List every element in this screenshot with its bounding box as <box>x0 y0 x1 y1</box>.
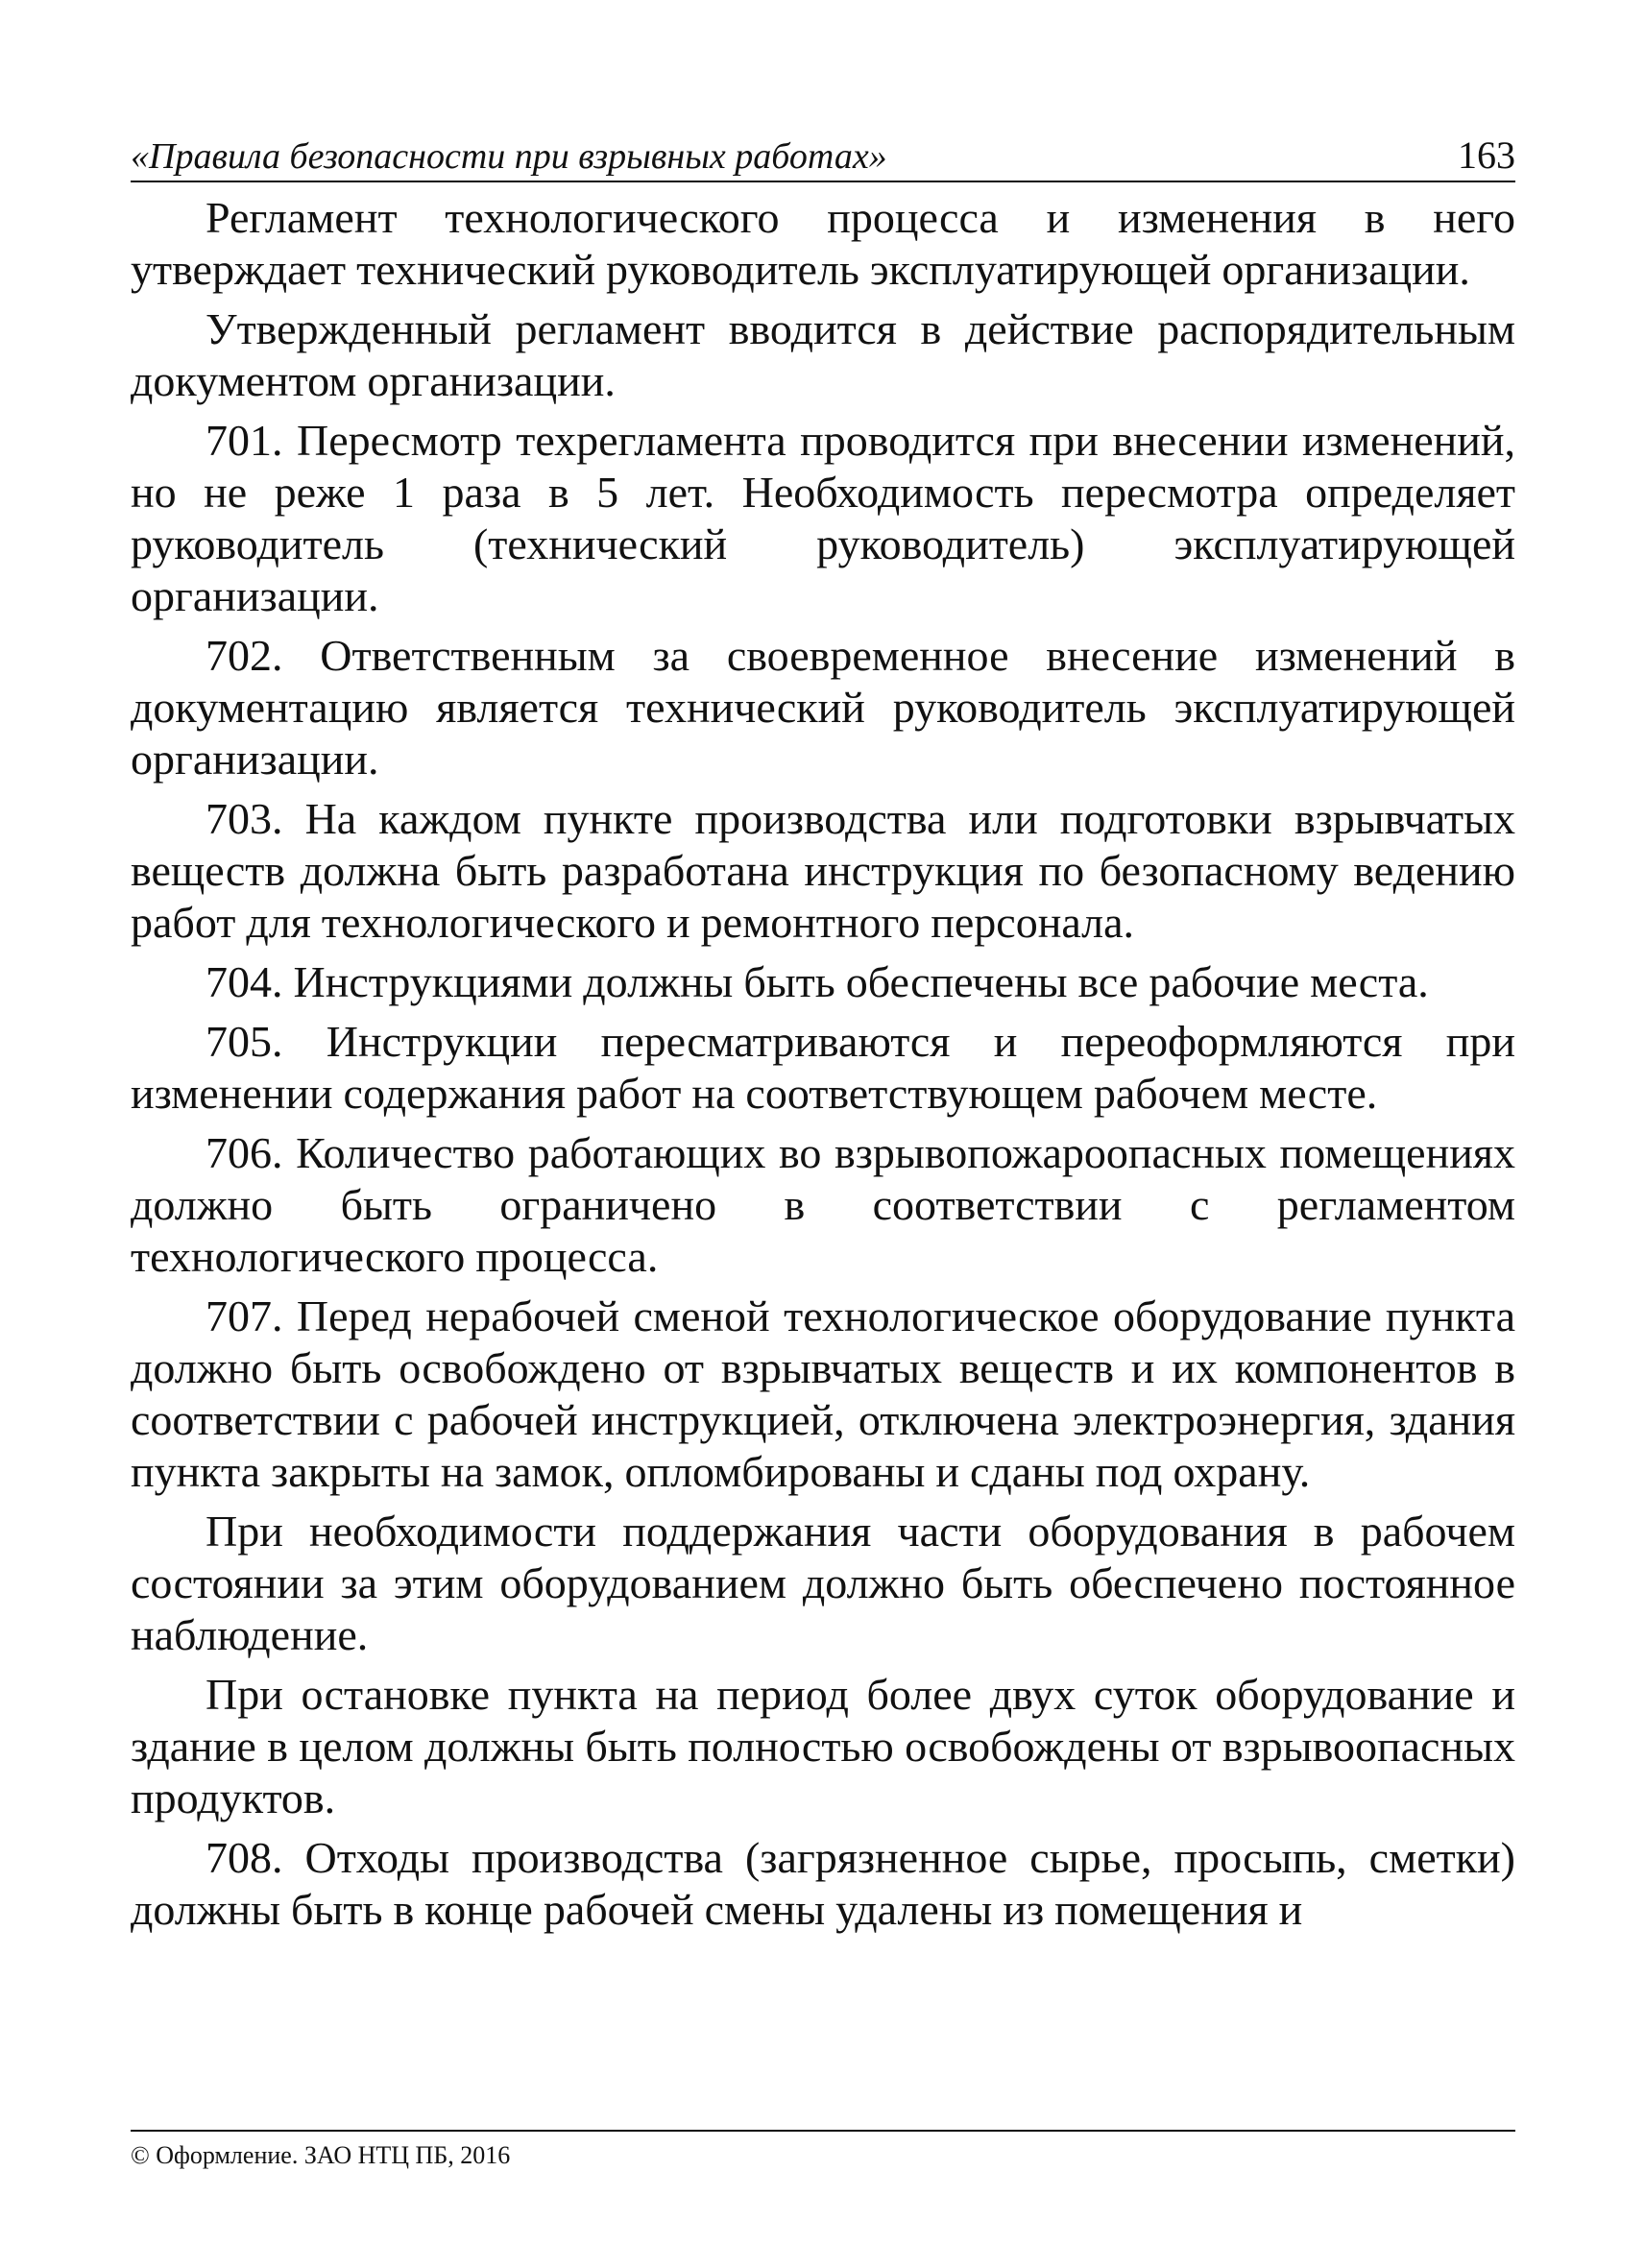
paragraph-701: 701. Пересмотр техрегламента проводится при внесении изменений, но не реже 1 раза в 5 лет. Необходимость пересмотра определяет руководитель (технический руководитель) эксплуатирующей организации. <box>131 416 1515 620</box>
running-title: «Правила безопасности при взрывных работах» <box>131 136 887 177</box>
paragraph-707: 707. Перед нерабочей сменой технологическое оборудование пункта должно быть освобождено от взрывчатых веществ и их компонентов в соответствии с рабочей инструкцией, отключена электроэнергия, здания пункта закрыты на замок, опломбированы и сданы под охрану. <box>131 1291 1515 1496</box>
paragraph-shutdown: При остановке пункта на период более двух суток оборудование и здание в целом должны быть полностью освобождены от взрывоопасных продуктов. <box>131 1670 1515 1822</box>
page-number: 163 <box>1458 133 1515 177</box>
paragraph-703: 703. На каждом пункте производства или подготовки взрывчатых веществ должна быть разработана инструкция по безопасному ведению работ для технологического и ремонтного персонала. <box>131 794 1515 947</box>
paragraph-equipment-maintenance: При необходимости поддержания части оборудования в рабочем состоянии за этим оборудованием должно быть обеспечено постоянное наблюдение. <box>131 1507 1515 1659</box>
running-header <box>131 125 1515 182</box>
paragraph-704: 704. Инструкциями должны быть обеспечены все рабочие места. <box>206 957 1429 1006</box>
paragraph-regulation-approval: Регламент технологического процесса и изменения в него утверждает технический руководитель эксплуатирующей организации. <box>131 193 1515 294</box>
page-footer <box>131 2130 1515 2168</box>
paragraph-705: 705. Инструкции пересматриваются и переоформляются при изменении содержания работ на соответствующем рабочем месте. <box>131 1017 1515 1118</box>
body-text <box>131 192 1515 1936</box>
paragraph-regulation-enactment: Утвержденный регламент вводится в действие распорядительным документом организации. <box>131 304 1515 405</box>
paragraph-702: 702. Ответственным за своевременное внесение изменений в документацию является технический руководитель эксплуатирующей организации. <box>131 631 1515 784</box>
paragraph-706: 706. Количество работающих во взрывопожароопасных помещениях должно быть ограничено в соответствии с регламентом технологического процесса. <box>131 1128 1515 1281</box>
document-page <box>131 125 1515 2189</box>
copyright-notice: © Оформление. ЗАО НТЦ ПБ, 2016 <box>131 2141 511 2169</box>
paragraph-708: 708. Отходы производства (загрязненное сырье, просыпь, сметки) должны быть в конце рабочей смены удалены из помещения и <box>131 1833 1515 1934</box>
